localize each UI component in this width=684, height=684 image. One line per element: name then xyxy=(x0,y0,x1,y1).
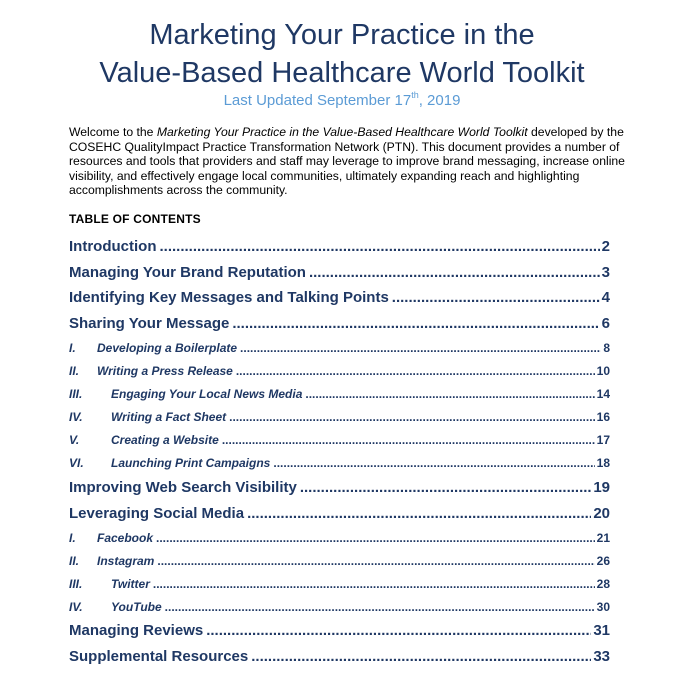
toc-entry-label: Managing Your Brand Reputation xyxy=(69,264,306,281)
toc-dot-leader xyxy=(392,289,600,306)
toc-entry-page-number: 33 xyxy=(593,648,610,665)
toc-entry-numeral: I. xyxy=(69,341,76,355)
toc-dot-leader xyxy=(229,410,595,424)
toc-entry[interactable] xyxy=(69,648,610,668)
toc-dot-leader xyxy=(273,456,594,470)
intro-lead: Welcome to the xyxy=(69,125,157,139)
toc-dot-leader xyxy=(159,238,599,255)
toc-entry-page-number: 28 xyxy=(596,577,610,591)
toc-entry[interactable] xyxy=(69,622,610,642)
toc-dot-leader xyxy=(165,600,595,614)
toc-entry[interactable] xyxy=(69,410,610,426)
toc-entry[interactable] xyxy=(69,289,610,309)
toc-entry-label: Leveraging Social Media xyxy=(69,505,245,522)
toc-entry-label: Launching Print Campaigns xyxy=(111,456,271,470)
toc-entry[interactable] xyxy=(69,577,610,593)
toc-entry-page-number: 6 xyxy=(601,315,610,332)
toc-entry-numeral: III. xyxy=(69,577,83,591)
document-title-line-1: Marketing Your Practice in the xyxy=(149,19,535,51)
last-updated-ordinal: th xyxy=(411,90,419,100)
toc-entry-page-number: 4 xyxy=(601,289,610,306)
toc-entry-numeral: I. xyxy=(69,531,76,545)
toc-entry-numeral: IV. xyxy=(69,600,83,614)
toc-dot-leader xyxy=(300,479,591,496)
toc-entry-label: Writing a Press Release xyxy=(97,364,233,378)
toc-entry-page-number: 30 xyxy=(596,600,610,614)
toc-dot-leader xyxy=(157,554,594,568)
toc-entry[interactable] xyxy=(69,341,610,357)
last-updated-prefix: Last Updated September 17 xyxy=(223,92,412,109)
toc-dot-leader xyxy=(309,264,600,281)
toc-entry-numeral: III. xyxy=(69,387,83,401)
toc-entry-label: Identifying Key Messages and Talking Points xyxy=(69,289,389,306)
toc-dot-leader xyxy=(156,531,595,545)
toc-entry-page-number: 8 xyxy=(603,341,610,355)
toc-entry-label: Facebook xyxy=(97,531,154,545)
toc-entry-label: Managing Reviews xyxy=(69,622,204,639)
toc-dot-leader xyxy=(153,577,595,591)
toc-entry-label: YouTube xyxy=(111,600,162,614)
toc-entry[interactable] xyxy=(69,364,610,380)
intro-paragraph xyxy=(69,125,629,198)
toc-entry-label: Sharing Your Message xyxy=(69,315,230,332)
toc-entry-page-number: 10 xyxy=(596,364,610,378)
toc-entry[interactable] xyxy=(69,264,610,284)
toc-entry-label: Writing a Fact Sheet xyxy=(111,410,227,424)
toc-entry-numeral: II. xyxy=(69,364,80,378)
toc-heading: TABLE OF CONTENTS xyxy=(69,212,201,226)
toc-dot-leader xyxy=(247,505,591,522)
toc-dot-leader xyxy=(251,648,591,665)
toc-entry-page-number: 2 xyxy=(601,238,610,255)
toc-entry[interactable] xyxy=(69,315,610,335)
toc-entry[interactable] xyxy=(69,238,610,258)
document-title-line-2: Value-Based Healthcare World Toolkit xyxy=(99,57,585,89)
toc-dot-leader xyxy=(206,622,591,639)
toc-entry-page-number: 31 xyxy=(593,622,610,639)
toc-entry-label: Supplemental Resources xyxy=(69,648,249,665)
toc-entry-label: Creating a Website xyxy=(111,433,219,447)
toc-entry-label: Twitter xyxy=(111,577,150,591)
toc-entry-numeral: VI. xyxy=(69,456,84,470)
intro-body: developed by the COSEHC QualityImpact Practice Transformation Network (PTN). This document provides a number of resources and tools that providers and staff may leverage to improve brand messaging, increase online visibility, and effectively engage local communities, ultimately expanding reach and highlighting accomplishments across the community. xyxy=(69,125,625,198)
intro-toolkit-name: Marketing Your Practice in the Value-Based Healthcare World Toolkit xyxy=(156,125,528,139)
toc-entry-label: Instagram xyxy=(97,554,155,568)
toc-entry-numeral: V. xyxy=(69,433,80,447)
toc-dot-leader xyxy=(222,433,595,447)
toc-entry-label: Engaging Your Local News Media xyxy=(111,387,303,401)
toc-entry[interactable] xyxy=(69,479,610,499)
toc-dot-leader xyxy=(232,315,599,332)
toc-entry-numeral: II. xyxy=(69,554,80,568)
toc-entry[interactable] xyxy=(69,433,610,449)
toc-entry-page-number: 20 xyxy=(593,505,610,522)
toc-entry-label: Developing a Boilerplate xyxy=(97,341,238,355)
toc-entry[interactable] xyxy=(69,387,610,403)
last-updated-date xyxy=(0,92,684,110)
toc-entry[interactable] xyxy=(69,456,610,472)
toc-entry[interactable] xyxy=(69,554,610,570)
toc-entry[interactable] xyxy=(69,531,610,547)
toc-entry[interactable] xyxy=(69,505,610,525)
toc-entry-page-number: 16 xyxy=(596,410,610,424)
toc-entry-page-number: 18 xyxy=(596,456,610,470)
toc-entry[interactable] xyxy=(69,600,610,616)
toc-dot-leader xyxy=(240,341,601,355)
toc-entry-page-number: 19 xyxy=(593,479,610,496)
toc-entry-numeral: IV. xyxy=(69,410,83,424)
toc-entry-page-number: 14 xyxy=(596,387,610,401)
toc-entry-page-number: 17 xyxy=(596,433,610,447)
toc-entry-page-number: 21 xyxy=(596,531,610,545)
toc-entry-page-number: 3 xyxy=(601,264,610,281)
toc-entry-page-number: 26 xyxy=(596,554,610,568)
toc-dot-leader xyxy=(305,387,594,401)
toc-entry-label: Introduction xyxy=(69,238,157,255)
toc-entry-label: Improving Web Search Visibility xyxy=(69,479,297,496)
toc-dot-leader xyxy=(236,364,595,378)
last-updated-year: , 2019 xyxy=(418,92,461,109)
